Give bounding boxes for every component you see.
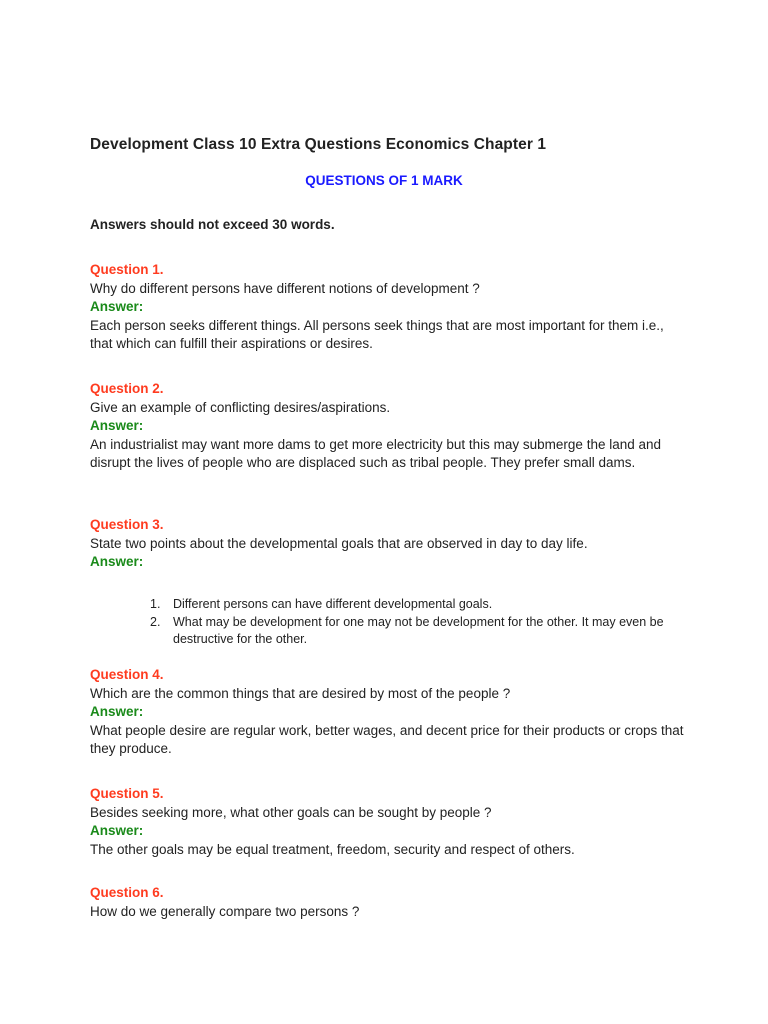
answer-label: Answer: [90, 554, 144, 570]
question-block-1 [90, 261, 690, 354]
question-label: Question 3. [90, 517, 164, 532]
question-label: Question 4. [90, 667, 164, 682]
answer-label: Answer: [90, 823, 144, 839]
question-text: How do we generally compare two persons ? [90, 903, 360, 919]
question-text: Why do different persons have different notions of development ? [90, 280, 480, 296]
instruction-text: Answers should not exceed 30 words. [90, 217, 335, 232]
question-block-3 [90, 516, 690, 572]
answer-label: Answer: [90, 704, 144, 720]
question-label: Question 6. [90, 885, 164, 900]
answer-list [150, 596, 670, 649]
question-block-4 [90, 666, 690, 759]
question-label: Question 1. [90, 262, 164, 277]
question-text: State two points about the developmental goals that are observed in day to day life. [90, 535, 588, 551]
question-text: Give an example of conflicting desires/aspirations. [90, 399, 391, 415]
document-title: Development Class 10 Extra Questions Economics Chapter 1 [90, 136, 547, 153]
answer-text: The other goals may be equal treatment, freedom, security and respect of others. [90, 841, 575, 857]
list-item [150, 596, 670, 613]
list-item-number: 1. [150, 597, 161, 611]
answer-label: Answer: [90, 418, 144, 434]
question-block-6 [90, 884, 690, 921]
list-item-text: Different persons can have different developmental goals. [173, 597, 493, 611]
answer-text: An industrialist may want more dams to get more electricity but this may submerge the land and disrupt the lives of people who are displaced such as tribal people. They prefer small dams. [90, 436, 662, 471]
question-block-2 [90, 380, 690, 473]
question-block-5 [90, 785, 690, 859]
list-item [150, 614, 670, 648]
answer-text: Each person seeks different things. All persons seek things that are most important for them i.e., that which can fulfill their aspirations or desires. [90, 317, 664, 352]
question-label: Question 2. [90, 381, 164, 396]
question-label: Question 5. [90, 786, 164, 801]
list-item-text: What may be development for one may not be development for the other. It may even be destructive for the other. [173, 615, 664, 646]
section-heading: QUESTIONS OF 1 MARK [305, 173, 463, 188]
question-text: Besides seeking more, what other goals can be sought by people ? [90, 804, 492, 820]
question-text: Which are the common things that are desired by most of the people ? [90, 685, 511, 701]
answer-text: What people desire are regular work, better wages, and decent price for their products or crops that they produce. [90, 722, 684, 757]
answer-label: Answer: [90, 299, 144, 315]
list-item-number: 2. [150, 615, 161, 629]
